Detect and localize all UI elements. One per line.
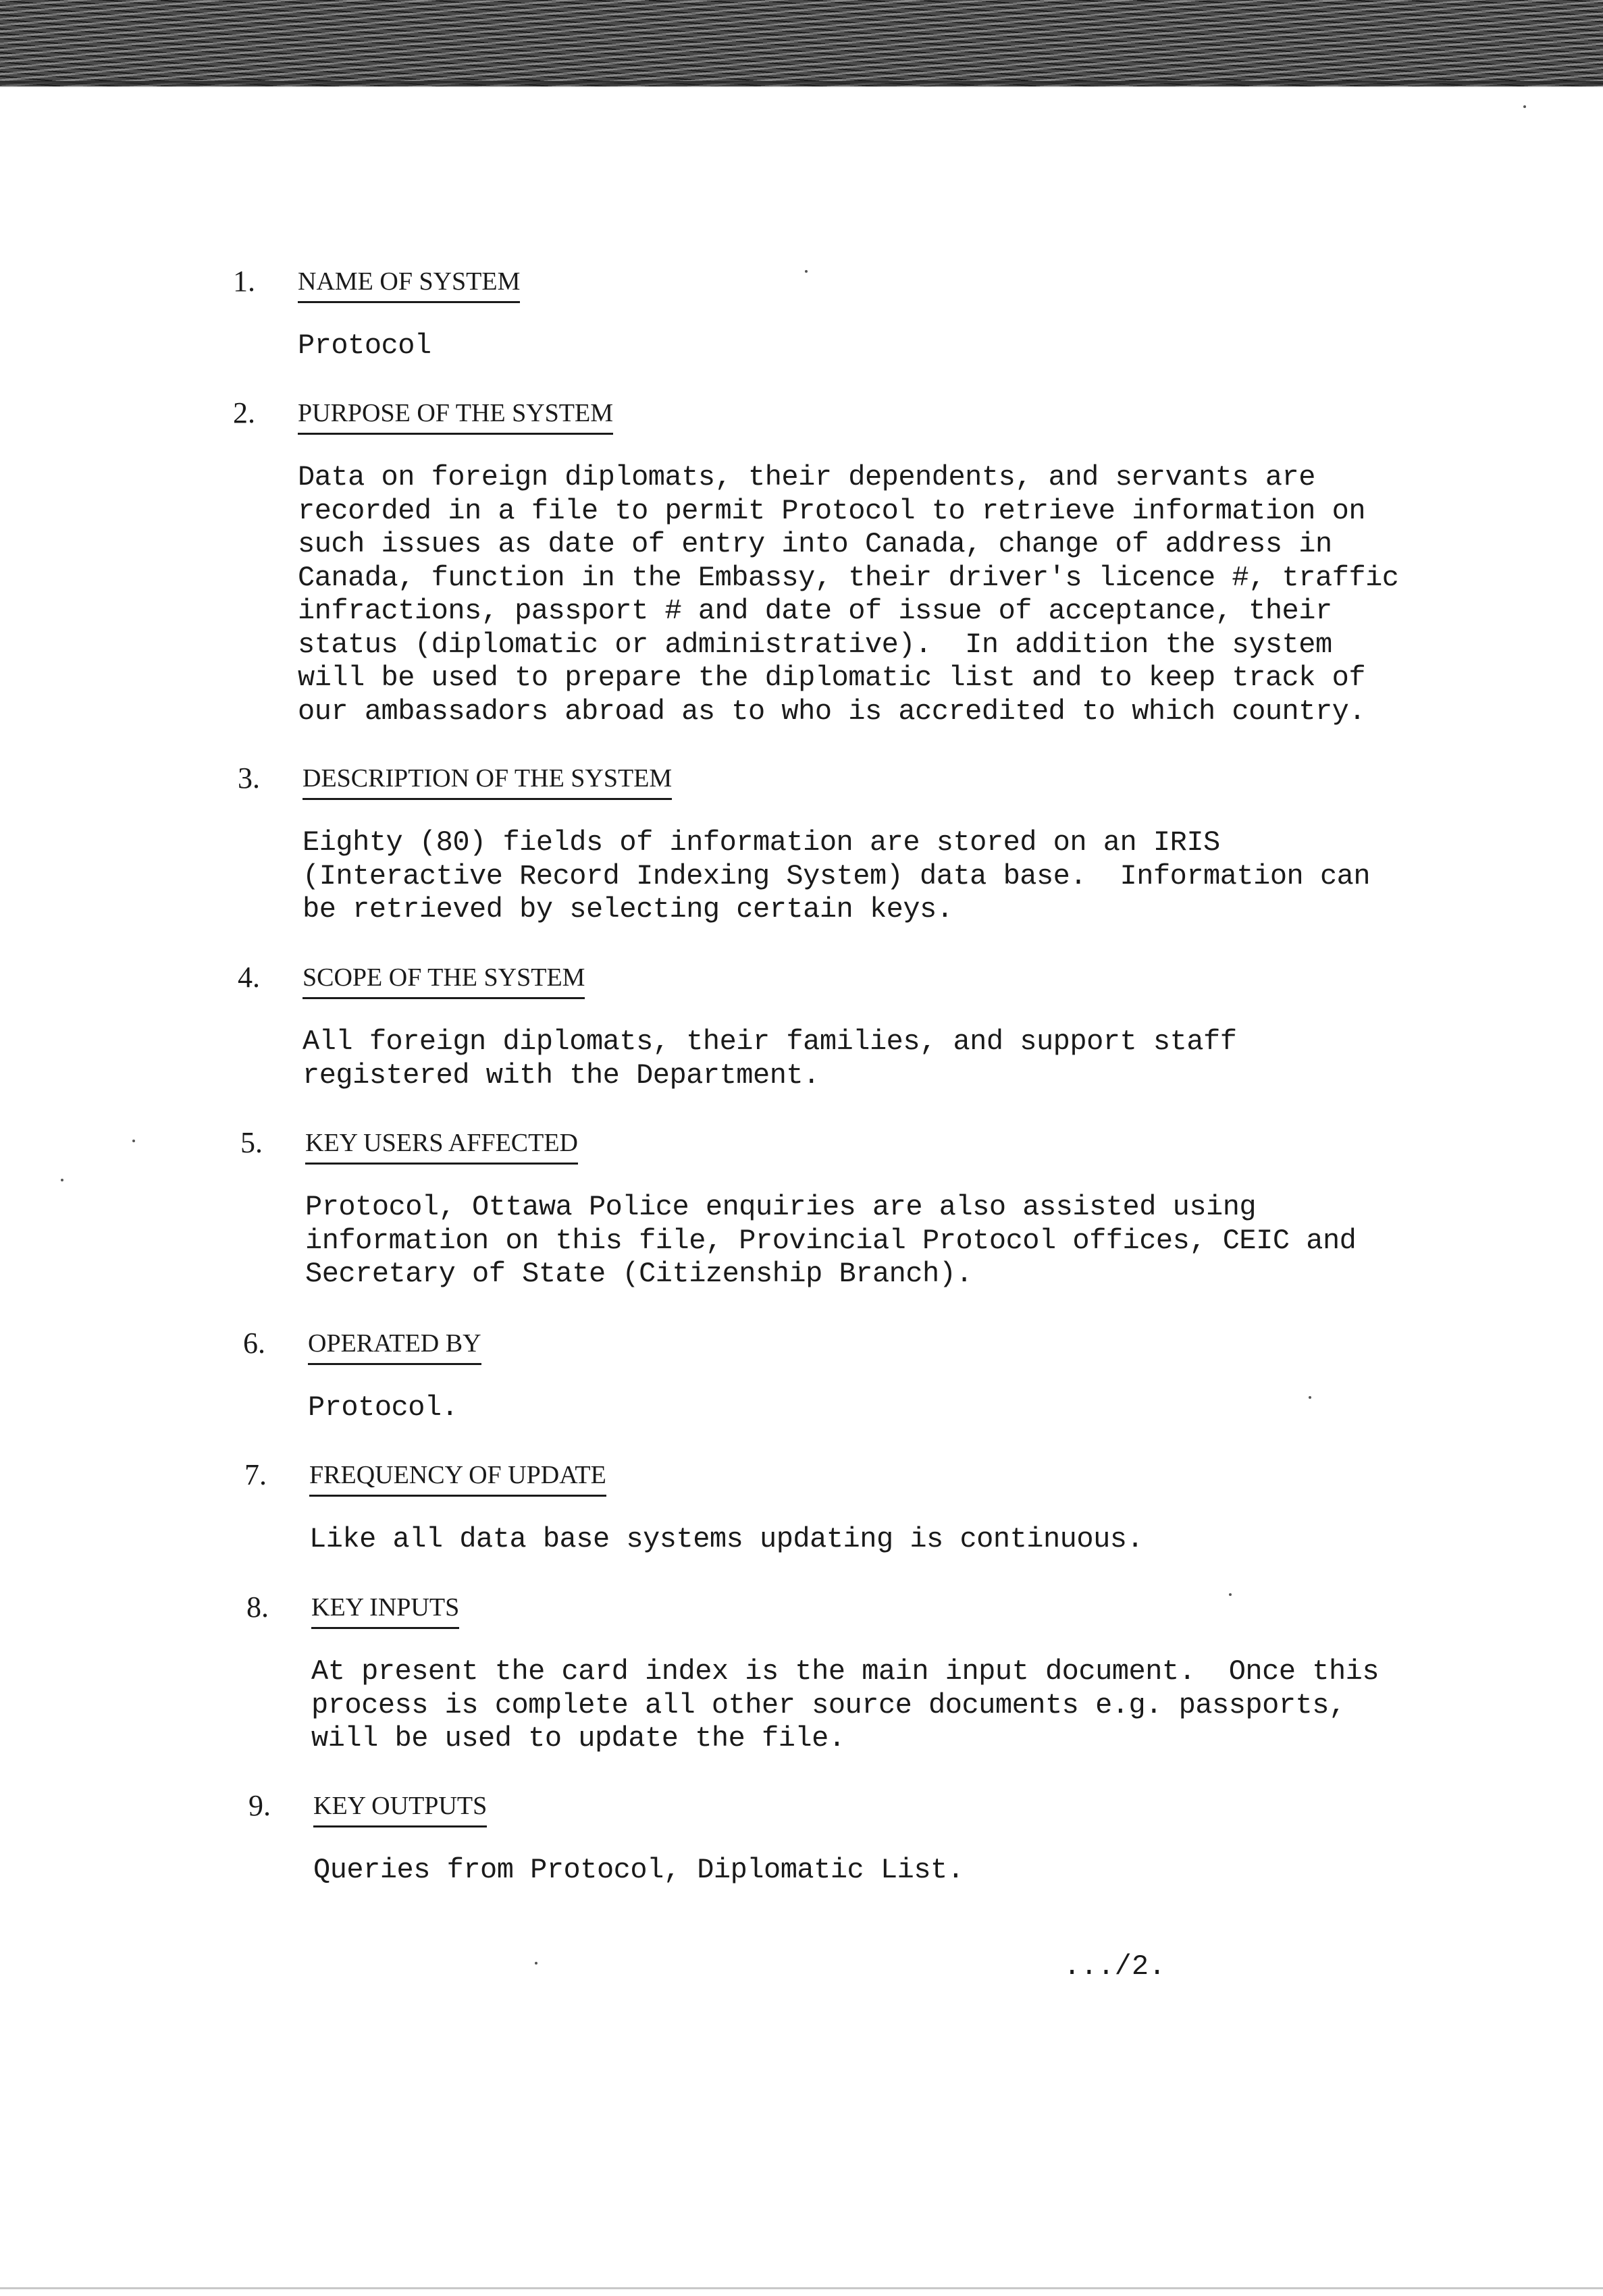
scan-speck bbox=[1523, 105, 1526, 108]
section-body: Eighty (80) fields of information are stored on an IRIS (Interactive Record Indexing System) data base. Information can be retrieved by selecting certain keys. bbox=[303, 826, 1371, 926]
section-number: 5. bbox=[240, 1126, 263, 1159]
section-number: 9. bbox=[248, 1789, 271, 1822]
section-heading: KEY INPUTS bbox=[311, 1591, 459, 1629]
page-continuation-marker: .../2. bbox=[1063, 1950, 1166, 1983]
section-number: 3. bbox=[238, 762, 260, 795]
scan-speck bbox=[132, 1140, 135, 1142]
section-heading: FREQUENCY OF UPDATE bbox=[309, 1458, 606, 1497]
scan-speck bbox=[805, 270, 808, 273]
section-heading: SCOPE OF THE SYSTEM bbox=[303, 961, 585, 999]
scan-bottom-edge bbox=[0, 2287, 1603, 2289]
section-number: 2. bbox=[233, 396, 255, 429]
scan-speck bbox=[61, 1179, 63, 1181]
scan-speck bbox=[535, 1962, 537, 1965]
section-heading: NAME OF SYSTEM bbox=[298, 265, 520, 303]
scan-speck bbox=[1229, 1593, 1232, 1596]
section-number: 8. bbox=[246, 1591, 269, 1624]
section-number: 7. bbox=[244, 1458, 267, 1491]
section-heading: OPERATED BY bbox=[308, 1327, 481, 1365]
section-heading: DESCRIPTION OF THE SYSTEM bbox=[303, 762, 672, 800]
section-heading: KEY OUTPUTS bbox=[313, 1789, 487, 1827]
section-body: Like all data base systems updating is continuous. bbox=[309, 1523, 1144, 1555]
section-body: Protocol, Ottawa Police enquiries are also assisted using information on this file, Provincial Protocol offices, CEIC and Secretary of State (Citizenship Branch). bbox=[305, 1191, 1357, 1290]
section-body: All foreign diplomats, their families, and support staff registered with the Department. bbox=[303, 1025, 1237, 1092]
section-body: Protocol. bbox=[308, 1391, 458, 1424]
section-number: 4. bbox=[238, 961, 260, 994]
scan-speck bbox=[1309, 1396, 1311, 1399]
section-number: 1. bbox=[233, 265, 255, 298]
section-body: Protocol bbox=[298, 329, 431, 362]
section-body: At present the card index is the main input document. Once this process is complete all other source documents e.g. passports, will be used to update the file. bbox=[311, 1655, 1379, 1755]
section-heading: PURPOSE OF THE SYSTEM bbox=[298, 396, 613, 435]
section-heading: KEY USERS AFFECTED bbox=[305, 1126, 578, 1165]
section-body: Queries from Protocol, Diplomatic List. bbox=[313, 1854, 964, 1886]
section-body: Data on foreign diplomats, their dependents, and servants are recorded in a file to permit Protocol to retrieve information on such issues as date of entry into Canada, change of address in Canada, function in the Embassy, their driver's licence #, traffic infractions, passport # and date of issue of acceptance, their status (diplomatic or administrative). In addition the system will be used to prepare the diplomatic list and to keep track of our ambassadors abroad as to who is accredited to which country. bbox=[298, 461, 1399, 728]
section-number: 6. bbox=[243, 1327, 265, 1360]
